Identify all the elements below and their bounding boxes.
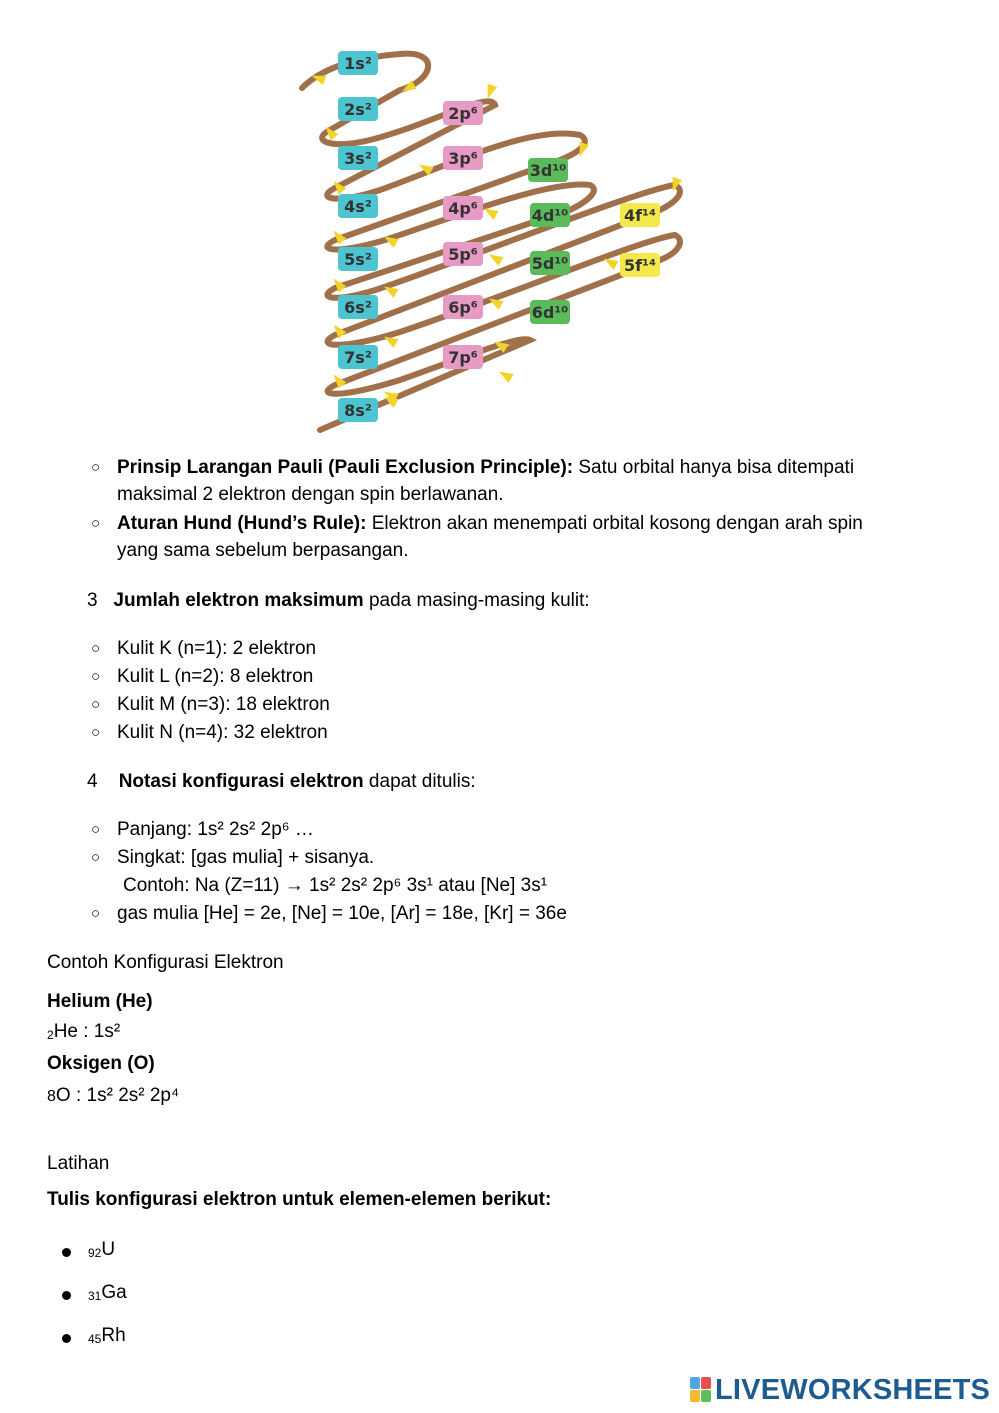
hollow-bullet-icon: ○ bbox=[91, 668, 101, 685]
principle-line: Aturan Hund (Hund’s Rule): Elektron akan menempati orbital kosong dengan arah spin bbox=[117, 513, 863, 534]
orbital-box bbox=[443, 101, 483, 125]
orbital-label: 5d¹⁰ bbox=[531, 254, 569, 273]
list-item: Panjang: 1s² 2s² 2p⁶ … bbox=[117, 819, 314, 840]
example-title: Oksigen (O) bbox=[47, 1053, 155, 1074]
orbital-box bbox=[443, 242, 483, 266]
exercise-item: $_{92}$U bbox=[88, 1239, 116, 1260]
section-3-heading: 3 Jumlah elektron maksimum pada masing-masing kulit: bbox=[87, 590, 590, 611]
hollow-bullet-icon: ○ bbox=[91, 905, 101, 922]
liveworksheets-wordmark: LIVEWORKSHEETS bbox=[715, 1373, 991, 1406]
orbital-box bbox=[443, 295, 483, 319]
hollow-bullet-icon: ○ bbox=[91, 696, 101, 713]
orbital-label: 5p⁶ bbox=[448, 245, 478, 264]
orbital-label: 3d¹⁰ bbox=[529, 161, 567, 180]
orbital-label: 3p⁶ bbox=[448, 149, 478, 168]
orbital-label: 3s² bbox=[344, 149, 372, 168]
orbital-box bbox=[530, 251, 570, 275]
exercise-heading: Latihan bbox=[47, 1153, 110, 1174]
arrow-icon bbox=[486, 250, 503, 266]
orbital-box bbox=[443, 345, 483, 369]
orbital-label: 4p⁶ bbox=[448, 199, 478, 218]
hollow-bullet-icon: ○ bbox=[91, 459, 101, 476]
example-config: 8O : 1s² 2s² 2p⁴ bbox=[47, 1085, 180, 1106]
section-4-heading: 4 Notasi konfigurasi elektron dapat ditulis: bbox=[87, 771, 476, 792]
list-item: gas mulia [He] = 2e, [Ne] = 10e, [Ar] = 18e, [Kr] = 36e bbox=[117, 903, 567, 924]
orbital-box bbox=[443, 146, 483, 170]
principle-line: yang sama sebelum berpasangan. bbox=[117, 540, 409, 561]
orbital-box bbox=[338, 345, 378, 369]
orbital-label: 4s² bbox=[344, 197, 372, 216]
orbital-box bbox=[530, 300, 570, 324]
hollow-bullet-icon: ○ bbox=[91, 640, 101, 657]
orbital-label: 6s² bbox=[344, 298, 372, 317]
orbital-label: 6p⁶ bbox=[448, 298, 478, 317]
hollow-bullet-icon: ○ bbox=[91, 724, 101, 741]
orbital-box bbox=[620, 203, 660, 227]
liveworksheets-mark-icon bbox=[690, 1377, 712, 1403]
orbital-box bbox=[338, 295, 378, 319]
orbital-label: 5f¹⁴ bbox=[623, 256, 657, 275]
bullet-dot-icon bbox=[62, 1291, 71, 1300]
list-item: Kulit L (n=2): 8 elektron bbox=[117, 666, 314, 687]
orbital-box bbox=[528, 158, 568, 182]
exercise-instruction: Tulis konfigurasi elektron untuk elemen-elemen berikut: bbox=[47, 1189, 552, 1210]
orbital-label: 1s² bbox=[344, 54, 372, 73]
orbital-box bbox=[338, 247, 378, 271]
liveworksheets-logo bbox=[690, 1372, 990, 1408]
orbital-box bbox=[338, 194, 378, 218]
orbital-label: 8s² bbox=[344, 401, 372, 420]
arrow-icon bbox=[496, 367, 513, 383]
orbital-box bbox=[338, 97, 378, 121]
hollow-bullet-icon: ○ bbox=[91, 515, 101, 532]
orbital-label: 7p⁶ bbox=[448, 348, 478, 367]
hollow-bullet-icon: ○ bbox=[91, 849, 101, 866]
orbital-box bbox=[338, 51, 378, 75]
orbital-box bbox=[338, 146, 378, 170]
orbital-label: 4d¹⁰ bbox=[531, 206, 569, 225]
orbital-label: 2s² bbox=[344, 100, 372, 119]
example-config: $_2$He : 1s² bbox=[47, 1021, 121, 1042]
list-item: Kulit K (n=1): 2 elektron bbox=[117, 638, 317, 659]
orbital-label: 2p⁶ bbox=[448, 104, 478, 123]
exercise-item: $_{45}$Rh bbox=[88, 1325, 126, 1346]
aufbau-diagram bbox=[290, 40, 700, 440]
orbital-box bbox=[620, 253, 660, 277]
orbital-label: 4f¹⁴ bbox=[623, 206, 657, 225]
hollow-bullet-icon: ○ bbox=[91, 821, 101, 838]
exercise-item: $_{31}$Ga bbox=[88, 1282, 127, 1303]
bullet-dot-icon bbox=[62, 1334, 71, 1343]
principle-line: maksimal 2 elektron dengan spin berlawanan. bbox=[117, 484, 504, 505]
list-item: Kulit N (n=4): 32 elektron bbox=[117, 722, 328, 743]
orbital-label: 7s² bbox=[344, 348, 372, 367]
arrow-icon bbox=[483, 84, 497, 101]
example-title: Helium (He) bbox=[47, 991, 153, 1012]
list-item-example: Contoh: Na (Z=11) → 1s² 2s² 2p⁶ 3s¹ atau [Ne] 3s¹ bbox=[123, 875, 548, 896]
list-item: Kulit M (n=3): 18 elektron bbox=[117, 694, 330, 715]
list-item: Singkat: [gas mulia] + sisanya. bbox=[117, 847, 375, 868]
orbital-label: 6d¹⁰ bbox=[531, 303, 569, 322]
orbital-box bbox=[530, 203, 570, 227]
bullet-dot-icon bbox=[62, 1248, 71, 1257]
examples-heading: Contoh Konfigurasi Elektron bbox=[47, 952, 284, 973]
principle-line: Prinsip Larangan Pauli (Pauli Exclusion Principle): Satu orbital hanya bisa ditempati bbox=[117, 457, 855, 478]
orbital-box bbox=[338, 398, 378, 422]
orbital-box bbox=[443, 196, 483, 220]
orbital-label: 5s² bbox=[344, 250, 372, 269]
